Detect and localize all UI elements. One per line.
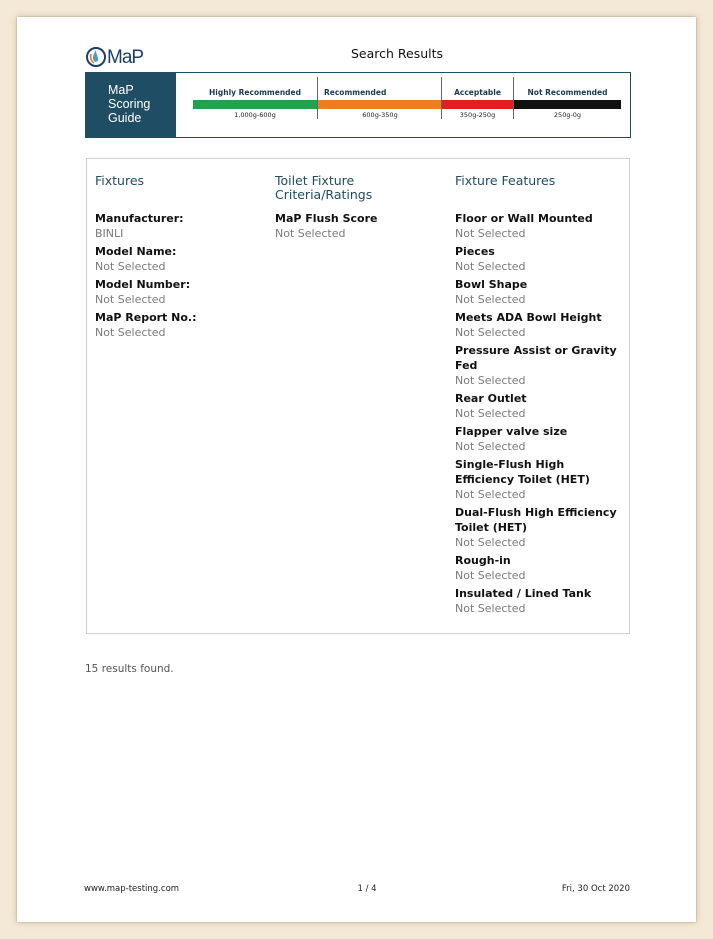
logo-wordmark: MaP [107, 47, 144, 68]
field-value: Not Selected [95, 293, 166, 306]
field-model-name [95, 244, 176, 274]
field-value: BINLI [95, 227, 124, 240]
field-value: Not Selected [455, 374, 526, 387]
field-value: Not Selected [455, 293, 526, 306]
field-label: Single-Flush High Efficiency Toilet (HET) [455, 458, 590, 486]
guide-label-line: Guide [108, 111, 142, 125]
field-label: MaP Report No.: [95, 311, 197, 324]
field-label: Manufacturer: [95, 212, 184, 225]
segment-title: Recommended [324, 88, 387, 97]
field-floor-or-wall-mounted [455, 211, 623, 241]
field-value: Not Selected [455, 407, 526, 420]
field-label: Rough-in [455, 554, 511, 567]
field-label: Dual-Flush High Efficiency Toilet (HET) [455, 506, 617, 534]
segment-title: Acceptable [454, 88, 501, 97]
segment-color-bar [318, 100, 442, 109]
field-map-flush-score [275, 211, 377, 241]
field-value: Not Selected [455, 602, 526, 615]
segment-range: 350g-250g [459, 111, 496, 119]
guide-label-line: Scoring [108, 97, 151, 111]
features-heading: Fixture Features [455, 173, 556, 188]
results-count: 15 results found. [85, 663, 174, 675]
field-label: Bowl Shape [455, 278, 528, 291]
field-model-number [95, 277, 190, 307]
scoring-guide [85, 72, 631, 138]
guide-segment-highly-recommended [193, 73, 317, 137]
guide-label-line: MaP [108, 83, 134, 97]
scoring-guide-label [86, 73, 176, 137]
field-value: Not Selected [455, 536, 526, 549]
segment-color-bar [442, 100, 513, 109]
field-manufacturer [95, 211, 184, 241]
field-rear-outlet [455, 391, 623, 421]
document-page [17, 17, 696, 922]
page-title: Search Results [350, 46, 444, 61]
field-label: Pressure Assist or Gravity Fed [455, 344, 617, 372]
segment-color-bar [193, 100, 317, 109]
field-single-flush-het [455, 457, 623, 502]
field-value: Not Selected [95, 260, 166, 273]
field-value: Not Selected [455, 326, 526, 339]
criteria-heading-line: Criteria/Ratings [275, 187, 373, 202]
field-value: Not Selected [455, 227, 526, 240]
footer-date: Fri, 30 Oct 2020 [561, 884, 630, 894]
field-value: Not Selected [95, 326, 166, 339]
field-label: Flapper valve size [455, 425, 568, 438]
field-rough-in [455, 553, 623, 583]
field-value: Not Selected [455, 488, 526, 501]
field-label: Model Name: [95, 245, 177, 258]
field-label: MaP Flush Score [275, 212, 378, 225]
segment-range: 250g-0g [553, 111, 582, 119]
segment-color-bar [514, 100, 621, 109]
footer-page-number: 1 / 4 [357, 884, 377, 894]
field-pressure-assist-or-gravity-fed [455, 343, 623, 388]
field-map-report-no [95, 310, 196, 340]
field-value: Not Selected [455, 440, 526, 453]
field-label: Rear Outlet [455, 392, 527, 405]
water-drop-icon [85, 45, 109, 69]
segment-range: 1,000g-600g [234, 111, 276, 119]
field-label: Meets ADA Bowl Height [455, 311, 602, 324]
guide-segment-recommended [318, 73, 442, 137]
guide-segment-not-recommended [514, 73, 621, 137]
segment-range: 600g-350g [362, 111, 398, 119]
field-flapper-valve-size [455, 424, 623, 454]
field-dual-flush-het [455, 505, 623, 550]
guide-segment-acceptable [442, 73, 513, 137]
field-bowl-shape [455, 277, 623, 307]
fixtures-heading: Fixtures [95, 173, 145, 188]
field-label: Pieces [455, 245, 495, 258]
search-criteria-card [86, 158, 630, 634]
field-label: Model Number: [95, 278, 191, 291]
segment-title: Highly Recommended [209, 88, 301, 97]
field-value: Not Selected [455, 260, 526, 273]
field-pieces [455, 244, 623, 274]
field-value: Not Selected [275, 227, 346, 240]
segment-title: Not Recommended [527, 88, 608, 97]
field-label: Insulated / Lined Tank [455, 587, 592, 600]
field-value: Not Selected [455, 569, 526, 582]
field-label: Floor or Wall Mounted [455, 212, 593, 225]
field-insulated-lined-tank [455, 586, 623, 616]
criteria-heading [275, 174, 372, 202]
criteria-heading-line: Toilet Fixture [275, 173, 355, 188]
footer-url[interactable]: www.map-testing.com [84, 884, 180, 894]
field-meets-ada-bowl-height [455, 310, 623, 340]
